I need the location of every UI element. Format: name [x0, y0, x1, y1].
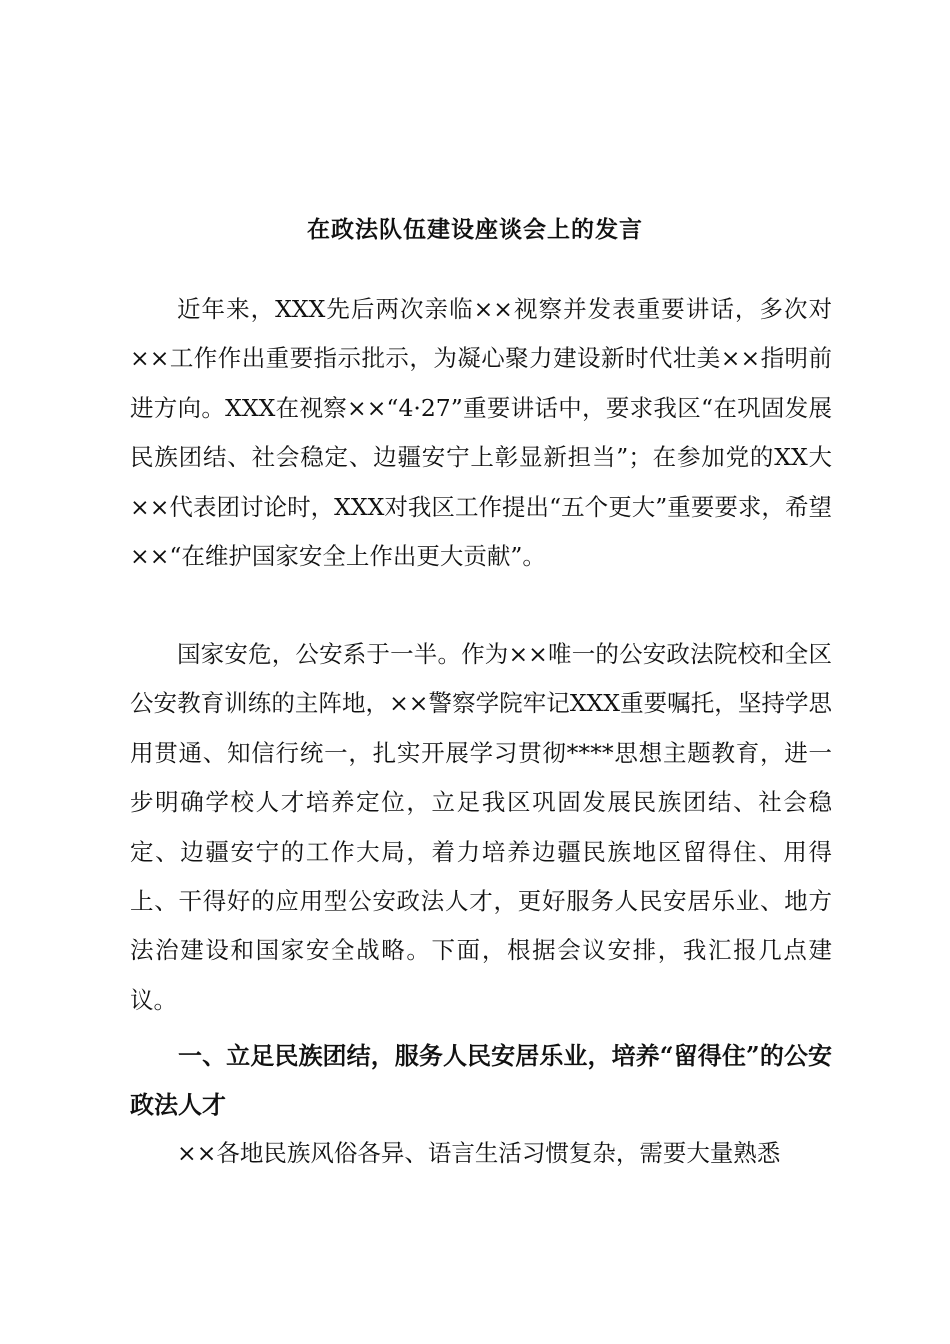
document-title: 在政法队伍建设座谈会上的发言 [307, 216, 643, 243]
paragraph-text: 近年来，XXX先后两次亲临××视察并发表重要讲话，多次对××工作作出重要指示批示，为凝心聚力建设新时代壮美××指明前进方向。XXX在视察××“4·27”重要讲话中，要求我区“在巩固发展民族团结、社会稳定、边疆安宁上彰显新担当”；在参加党的XX大××代表团讨论时，XXX对我区工作提出“五个更大”重要要求，希望××“在维护国家安全上作出更大贡献”。 [130, 295, 832, 571]
paragraph-text: ××各地民族风俗各异、语言生活习惯复杂，需要大量熟悉 [177, 1139, 781, 1167]
body-paragraph-3 [130, 1129, 832, 1178]
body-paragraph-2 [130, 630, 832, 1025]
section-heading-1 [130, 1031, 832, 1130]
paragraph-text: 国家安危，公安系于一半。作为××唯一的公安政法院校和全区公安教育训练的主阵地，××警察学院牢记XXX重要嘱托，坚持学思用贯通、知信行统一，扎实开展学习贯彻****思想主题教育，进一步明确学校人才培养定位，立足我区巩固发展民族团结、社会稳定、边疆安宁的工作大局，着力培养边疆民族地区留得住、用得上、干得好的应用型公安政法人才，更好服务人民安居乐业、地方法治建设和国家安全战略。下面，根据会议安排，我汇报几点建议。 [130, 640, 832, 1014]
body-paragraph-1 [130, 285, 832, 581]
section-heading-text: 一、立足民族团结，服务人民安居乐业，培养“留得住”的公安政法人才 [130, 1041, 832, 1120]
